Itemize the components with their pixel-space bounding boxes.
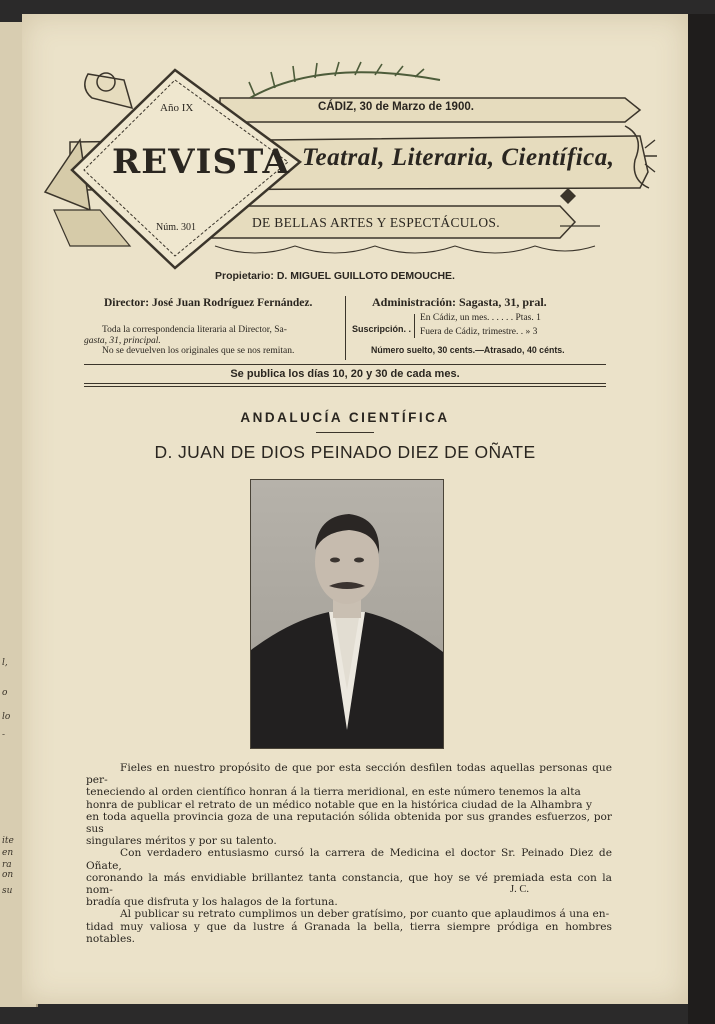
body-line: Fieles en nuestro propósito de que por esta sección desfilen todas aquellas personas que per-	[86, 762, 612, 787]
body-line: Con verdadero entusiasmo cursó la carrera de Medicina el doctor Sr. Peinado Diez de Oñate,	[86, 847, 612, 872]
subscription-brace	[414, 314, 418, 338]
year-label: Año IX	[160, 102, 194, 114]
subscription-line-2: Fuera de Cádiz, trimestre. . » 3	[420, 327, 538, 337]
portrait-figure	[251, 480, 443, 748]
correspondence-line-1: Toda la correspondencia literaria al Director, Sa-	[102, 325, 287, 335]
issue-date: CÁDIZ, 30 de Marzo de 1900.	[318, 101, 474, 113]
body-line: honra de publicar el retrato de un médico notable que en la histórica ciudad de la Alhambra y	[86, 798, 592, 811]
spine-fragment: en	[2, 848, 14, 858]
spine-fragment: ra	[2, 860, 12, 870]
spine-fragment: l,	[2, 658, 8, 668]
single-issue-price: Número suelto, 30 cents.—Atrasado, 40 cénts.	[371, 345, 565, 355]
author-signature: J. C.	[510, 884, 529, 895]
article-body	[86, 762, 612, 945]
director-line: Director: José Juan Rodríguez Fernández.	[104, 297, 313, 309]
spine-fragment: su	[2, 886, 13, 896]
spine-fragment: ite	[2, 836, 14, 846]
masthead-subtitle: Teatral, Literaria, Científica,	[302, 144, 615, 171]
correspondence-line-3: No se devuelven los originales que se nos remitan.	[102, 346, 295, 356]
proprietor-line: Propietario: D. MIGUEL GUILLOTO DEMOUCHE.	[215, 270, 455, 282]
header-rule-top	[84, 364, 606, 365]
section-title: ANDALUCÍA CIENTÍFICA	[240, 410, 450, 425]
info-divider	[345, 296, 346, 360]
spine-fragment: -	[2, 730, 6, 740]
correspondence-line-2: gasta, 31, principal.	[84, 336, 161, 346]
spine-fragment: lo	[2, 712, 11, 722]
administration-line: Administración: Sagasta, 31, pral.	[372, 295, 547, 309]
body-line: tidad muy valiosa y que da lustre á Granada la bella, tierra siempre pródiga en hombres notables.	[86, 920, 612, 945]
scan-background	[688, 14, 715, 1024]
portrait-photo	[250, 479, 444, 749]
body-line: teneciendo al orden científico honran á la tierra meridional, en este número tenemos la alta	[86, 786, 581, 799]
section-rule	[316, 432, 374, 433]
masthead	[40, 60, 670, 280]
issue-number: Núm. 301	[156, 222, 196, 233]
body-line: coronando la más envidiable brillantez tanta constancia, que hoy se vé premiada esta con la nom-	[86, 871, 612, 897]
header-rule-bottom	[84, 383, 606, 387]
subscription-label: Suscripción. .	[352, 324, 412, 334]
body-line: bradía que disfruta y los halagos de la fortuna.	[86, 896, 338, 909]
body-line: singulares méritos y por su talento.	[86, 835, 277, 848]
publication-schedule: Se publica los días 10, 20 y 30 de cada mes.	[230, 368, 460, 380]
body-line: Al publicar su retrato cumplimos un deber gratísimo, por cuanto que aplaudimos á una en-	[120, 908, 610, 921]
article-headline: D. JUAN DE DIOS PEINADO DIEZ DE OÑATE	[154, 442, 536, 462]
masthead-subtitle-ribbon: DE BELLAS ARTES Y ESPECTÁCULOS.	[252, 215, 500, 230]
subscription-line-1: En Cádiz, un mes. . . . . . Ptas. 1	[420, 313, 541, 323]
spine-fragment: o	[2, 688, 8, 698]
spine-fragment: on	[2, 870, 14, 880]
body-line: en toda aquella provincia goza de una reputación sólida obtenida por sus grandes esfuerzos, por sus	[86, 810, 612, 836]
masthead-title: REVISTA	[112, 142, 290, 182]
